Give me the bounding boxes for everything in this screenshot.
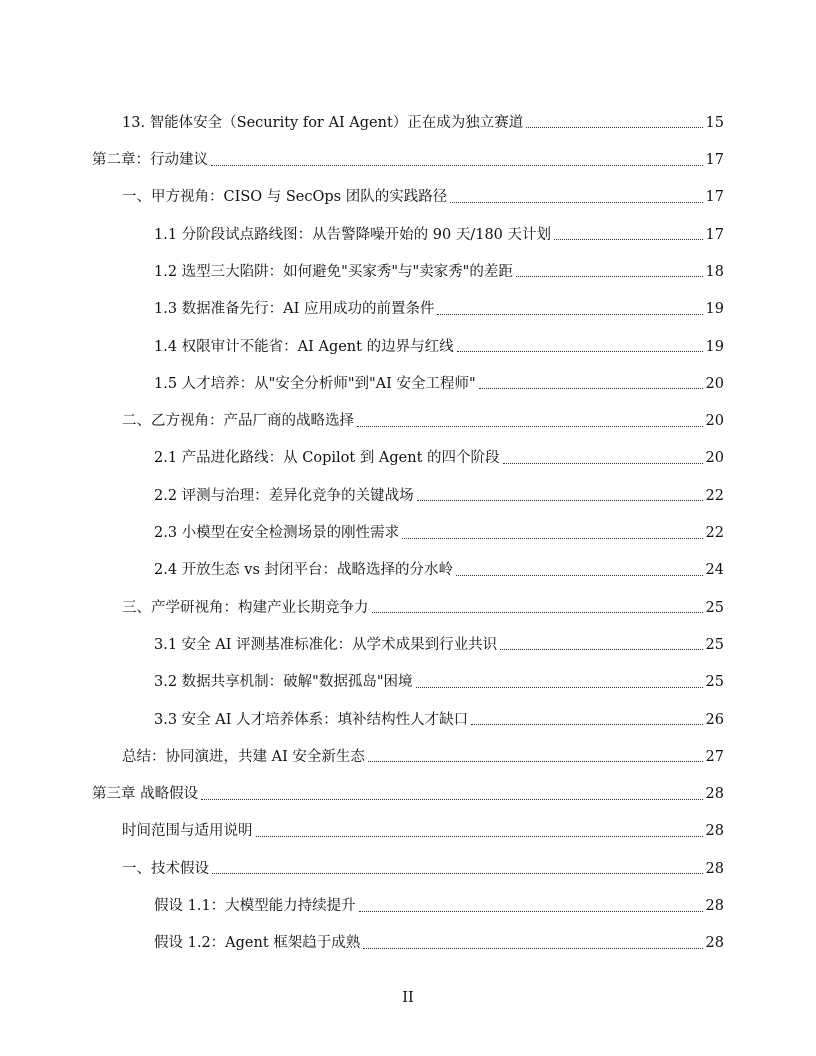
toc-entry-page-number: 24: [705, 562, 724, 579]
dot-leader: [503, 463, 703, 464]
dot-leader: [554, 239, 703, 240]
toc-entry-page-number: 17: [705, 189, 724, 206]
dot-leader: [256, 836, 703, 837]
toc-entry-title: 第三章 战略假设: [92, 786, 199, 803]
dot-leader: [416, 687, 703, 688]
toc-entry-page-number: 28: [705, 935, 724, 952]
dot-leader: [526, 127, 702, 128]
toc-entry[interactable]: [0, 317, 816, 354]
toc-entry-title: 总结：协同演进，共建 AI 安全新生态: [122, 748, 365, 765]
toc-entry-page-number: 27: [705, 748, 724, 765]
toc-entry-title: 一、甲方视角：CISO 与 SecOps 团队的实践路径: [122, 189, 448, 206]
toc-entry-page-number: 25: [705, 599, 724, 616]
toc-entry-title: 第二章：行动建议: [92, 152, 208, 169]
toc-entry-page-number: 25: [705, 636, 724, 653]
table-of-contents: [0, 93, 816, 951]
toc-entry[interactable]: [0, 466, 816, 503]
dot-leader: [516, 276, 703, 277]
toc-entry[interactable]: [0, 130, 816, 167]
toc-entry[interactable]: [0, 652, 816, 689]
toc-entry[interactable]: [0, 279, 816, 316]
toc-entry-page-number: 20: [705, 413, 724, 430]
toc-entry-page-number: 17: [705, 152, 724, 169]
toc-entry-title: 1.1 分阶段试点路线图：从告警降噪开始的 90 天/180 天计划: [154, 226, 552, 243]
toc-entry-page-number: 28: [705, 823, 724, 840]
dot-leader: [437, 314, 702, 315]
toc-entry[interactable]: [0, 802, 816, 839]
toc-entry[interactable]: [0, 168, 816, 205]
toc-entry-page-number: 18: [705, 263, 724, 280]
dot-leader: [212, 873, 703, 874]
toc-entry[interactable]: [0, 242, 816, 279]
toc-entry-page-number: 22: [705, 487, 724, 504]
toc-entry-title: 假设 1.2：Agent 框架趋于成熟: [154, 935, 361, 952]
dot-leader: [357, 426, 703, 427]
toc-entry-title: 2.3 小模型在安全检测场景的刚性需求: [154, 525, 400, 542]
dot-leader: [368, 761, 703, 762]
toc-entry-title: 2.4 开放生态 vs 封闭平台：战略选择的分水岭: [154, 562, 454, 579]
toc-entry-page-number: 19: [705, 301, 724, 318]
toc-entry-title: 假设 1.1：大模型能力持续提升: [154, 898, 356, 915]
toc-entry-title: 三、产学研视角：构建产业长期竞争力: [122, 599, 369, 616]
toc-entry-title: 一、技术假设: [122, 860, 209, 877]
toc-entry[interactable]: [0, 727, 816, 764]
toc-entry-title: 3.3 安全 AI 人才培养体系：填补结构性人才缺口: [154, 711, 469, 728]
dot-leader: [402, 538, 702, 539]
dot-leader: [456, 575, 703, 576]
toc-entry-page-number: 17: [705, 226, 724, 243]
toc-entry[interactable]: [0, 93, 816, 130]
dot-leader: [450, 202, 702, 203]
toc-entry[interactable]: [0, 690, 816, 727]
toc-entry[interactable]: [0, 429, 816, 466]
toc-entry[interactable]: [0, 541, 816, 578]
dot-leader: [359, 911, 703, 912]
toc-entry-title: 1.3 数据准备先行：AI 应用成功的前置条件: [154, 301, 435, 318]
dot-leader: [211, 165, 703, 166]
dot-leader: [479, 388, 703, 389]
toc-entry-title: 二、乙方视角：产品厂商的战略选择: [122, 413, 354, 430]
dot-leader: [471, 724, 702, 725]
dot-leader: [372, 612, 703, 613]
toc-entry-title: 1.4 权限审计不能省：AI Agent 的边界与红线: [154, 338, 454, 355]
dot-leader: [363, 948, 702, 949]
toc-entry-title: 3.1 安全 AI 评测基准标准化：从学术成果到行业共识: [154, 636, 498, 653]
page-number: II: [402, 990, 414, 1006]
toc-entry[interactable]: [0, 354, 816, 391]
toc-entry[interactable]: [0, 615, 816, 652]
toc-entry-page-number: 28: [705, 860, 724, 877]
dot-leader: [457, 351, 703, 352]
toc-entry-title: 2.1 产品进化路线：从 Copilot 到 Agent 的四个阶段: [154, 450, 500, 467]
toc-entry[interactable]: [0, 764, 816, 801]
toc-entry[interactable]: [0, 839, 816, 876]
dot-leader: [500, 649, 702, 650]
toc-entry-title: 13. 智能体安全（Security for AI Agent）正在成为独立赛道: [122, 114, 524, 131]
toc-entry-page-number: 19: [705, 338, 724, 355]
toc-entry[interactable]: [0, 503, 816, 540]
toc-entry-page-number: 28: [705, 786, 724, 803]
toc-entry-page-number: 28: [705, 898, 724, 915]
toc-entry[interactable]: [0, 876, 816, 913]
toc-entry[interactable]: [0, 914, 816, 951]
toc-entry-page-number: 25: [705, 674, 724, 691]
toc-entry-page-number: 26: [705, 711, 724, 728]
toc-entry-page-number: 20: [705, 375, 724, 392]
toc-entry-title: 时间范围与适用说明: [122, 823, 253, 840]
toc-entry-title: 3.2 数据共享机制：破解"数据孤岛"困境: [154, 674, 413, 691]
dot-leader: [417, 500, 703, 501]
toc-entry[interactable]: [0, 205, 816, 242]
toc-entry-page-number: 20: [705, 450, 724, 467]
toc-entry-title: 1.5 人才培养：从"安全分析师"到"AI 安全工程师": [154, 375, 476, 392]
toc-entry-title: 2.2 评测与治理：差异化竞争的关键战场: [154, 487, 414, 504]
dot-leader: [201, 799, 702, 800]
toc-entry[interactable]: [0, 391, 816, 428]
toc-entry-page-number: 22: [705, 525, 724, 542]
toc-entry-page-number: 15: [705, 114, 724, 131]
toc-entry-title: 1.2 选型三大陷阱：如何避免"买家秀"与"卖家秀"的差距: [154, 263, 513, 280]
toc-entry[interactable]: [0, 578, 816, 615]
